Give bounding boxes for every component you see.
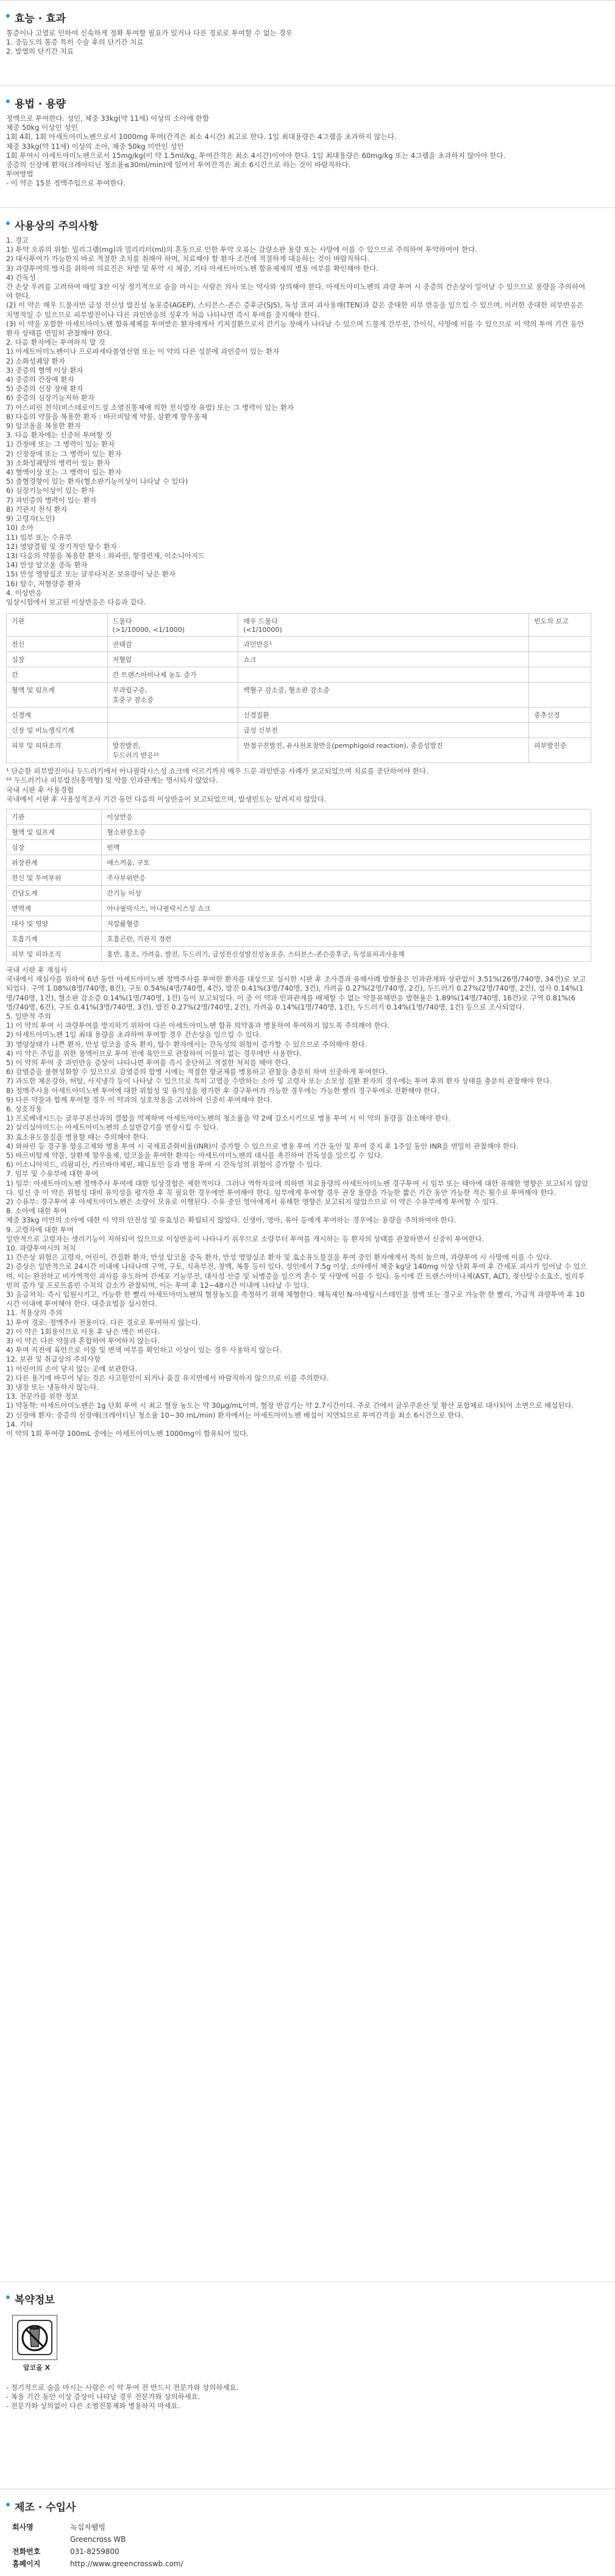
- adverse-reaction-table: [6, 613, 591, 763]
- table-row: [7, 946, 591, 961]
- table-cell: 심장: [7, 839, 102, 855]
- table-cell: [238, 667, 529, 683]
- maker-row: [12, 2558, 615, 2570]
- postmarketing-table: [6, 809, 591, 962]
- maker-row-key: 홈페이지: [12, 2560, 41, 2568]
- table2-header-cell: 기관: [7, 809, 102, 824]
- table-cell: 혈액 및 림프계: [7, 824, 102, 839]
- table-cell: 피부 및 피하조직: [7, 738, 108, 763]
- table-row: [7, 667, 591, 683]
- precautions-section: [0, 207, 615, 1438]
- table-cell: [107, 723, 238, 738]
- table-row: [7, 916, 591, 931]
- table-cell: 간담도계: [7, 885, 102, 900]
- table-row: [7, 870, 591, 885]
- table-cell: 권태감: [107, 637, 238, 652]
- table-cell: 호흡곤란, 기관지 경련: [102, 931, 591, 946]
- table-row: [7, 839, 591, 855]
- maker-title: 제조 · 수입사: [6, 2495, 615, 2517]
- table-cell: 아나필락시스, 아나필락시스성 쇼크: [102, 900, 591, 916]
- divider: [0, 2281, 615, 2282]
- maker-row-key: 회사명: [12, 2523, 34, 2531]
- table-cell: 급성 신부전: [238, 723, 529, 738]
- maker-row: [12, 2546, 615, 2558]
- table-cell: [529, 723, 591, 738]
- table-cell: 신경계: [7, 708, 108, 723]
- dosage-text: 정맥으로 투여한다. 성인, 체중 33kg(약 11세) 이상의 소아에 한함 체중 50kg 이상인 성인 1회 4회, 1회 아세트아미노펜으로서 1000mg 투여(간격은 최소 4시간) 최고로 한다. 1일 최대용량은 4그램을 초과하지 않는다. 체중 33kg(약 11세) 이상의 소아, 체중 50kg 미만인 성인 1회 투여시 아세트아미노펜으로서 15mg/kg(이 약 1.5ml/kg, 투여간격은 최소 4시간)이어야 한다. 1일 최대용량은 60mg/kg 또는 4그램을 초과하지 않아야 한다. 중증의 신장애 환자(크레아티닌 청소율≤30ml/min)에 있어서 투여간격은 최소 6시간으로 하는 것이 바람직하다. 투여방법 - 이 약은 15분 정맥주입으로 투여한다.: [6, 114, 506, 188]
- table-row: [7, 824, 591, 839]
- table-cell: [529, 637, 591, 652]
- table-cell: 위장관계: [7, 855, 102, 870]
- homepage-link[interactable]: http://www.greencrosswb.com/: [70, 2560, 183, 2568]
- table-row: [7, 855, 591, 870]
- table-cell: 쇼크: [238, 652, 529, 667]
- table-cell: [529, 652, 591, 667]
- table-cell: 백혈구 감소증, 혈소판 감소증: [238, 683, 529, 708]
- maker-row-value: 녹십자웰빙: [70, 2523, 105, 2531]
- table-cell: 혈액 및 림프계: [7, 683, 108, 708]
- table-cell: 피부발진증: [529, 738, 591, 763]
- no-alcohol-icon: [12, 2315, 57, 2360]
- table-cell: 혈소판감소증: [102, 824, 591, 839]
- table-cell: 간기능 이상: [102, 885, 591, 900]
- table-cell: 대사 및 영양: [7, 916, 102, 931]
- precautions-title: 사용상의 주의사항: [6, 213, 615, 236]
- table-cell: 메스꺼움, 구토: [102, 855, 591, 870]
- table-cell: 면역계: [7, 900, 102, 916]
- maker-row: [12, 2533, 615, 2546]
- table1-header-cell: 매우 드물다 (<1/10000): [238, 614, 529, 637]
- table-cell: 간: [7, 667, 108, 683]
- table-row: [7, 885, 591, 900]
- table1-header-cell: 빈도의 보고: [529, 614, 591, 637]
- table-cell: 무과립구증, 호중구 감소증: [107, 683, 238, 708]
- table-row: [7, 708, 591, 723]
- table-row: [7, 723, 591, 738]
- table-cell: 피부 및 피하조직: [7, 946, 102, 961]
- table-cell: 간 트랜스아미나제 농도 증가: [107, 667, 238, 683]
- table-row: [7, 652, 591, 667]
- table-cell: 빈맥: [102, 839, 591, 855]
- efficacy-section: [0, 0, 615, 57]
- table-row: [7, 738, 591, 763]
- maker-row-key: [12, 2533, 70, 2546]
- no-alcohol-block: [12, 2315, 61, 2372]
- table-cell: 전신 및 투여부위: [7, 870, 102, 885]
- table-row: [7, 637, 591, 652]
- maker-row-value: 031-8259800: [70, 2547, 119, 2556]
- table-cell: [107, 708, 238, 723]
- precautions-text-b: 국내 시판 후 재심사 국내에서 재심사를 위하여 6년 동안 아세트아미노펜 정맥주사를 투여한 환자를 대상으로 실시한 시판 후 조사결과 유해사례 발현율은 인과관계와 상관없이 3.51%(26명/740명, 34건)로 보고되었다. 구역 1.08%(8명/740명, 8건), 구토 0.54%(4명/740명, 4건), 발진 0.41%(3명/740명, 3건), 가려움 0.27%(2명/740명, 2건), 두드러기 0.27%(2명/740명, 2건), 설사 0.14%(1명/740명, 1건), 혈소판 감소증 0.14%(1명/740명, 1건) 등이 보고되었다. 이 중 이 약과 인과관계를 배제할 수 없는 약물유해반응 발현율은 1.89%(14명/740명, 16건)로 구역 0.81%(6명/740명, 6건), 구토 0.41%(3명/740명, 3건), 발진 0.27%(2명/740명, 2건), 가려움 0.14%(1명/740명, 1건), 두드러기 0.14%(1명/740명, 1건) 등으로 조사되었다. 5. 일반적 주의 1) 이 약의 투여 시 과량투여를 방지하기 위하여 다른 아세트아미노펜 함유 의약품과 병용하여 투여하지 않도록 주의해야 한다. 2) 아세트아미노펜 1일 최대 용량을 초과하여 투여할 경우 간손상을 일으킬 수 있다. 3) 영양상태가 나쁜 환자, 만성 알코올 중독 환자, 탈수 환자에서는 간독성의 위험이 증가할 수 있으므로 주의해야 한다. 4) 이 약은 주입을 위한 용액이므로 투여 전에 육안으로 관찰하여 이물이 없는 경우에만 사용한다. 5) 이 약의 투여 중 과민반응 증상이 나타나면 투여를 즉시 중단하고 적절한 처치를 해야 한다. 6) 감염증을 불현성화할 수 있으므로 감염증의 합병 시에는 적절한 항균제를 병용하고 관찰을 충분히 하여 신중하게 투여한다. 7) 과도한 체온강하, 허탈, 사지냉각 등이 나타날 수 있으므로 특히 고열을 수반하는 소아 및 고령자 또는 소모성 질환 환자의 경우에는 투여 후의 환자 상태를 충분히 관찰해야 한다. 8) 정맥주사용 아세트아미노펜 투여에 대한 위험성 및 유익성을 평가한 후 경구투여가 가능한 경우에는 가능한 빨리 경구투여로 전환해야 한다. 9) 다른 약물과 함께 투여할 경우 이 약과의 상호작용을 고려하여 신중히 투여해야 한다. 6. 상호작용 1) 프로베네시드는 글루쿠론산과의 결합을 억제하여 아세트아미노펜의 청소율을 약 2배 감소시키므로 병용 투여 시 이 약의 용량을 감소해야 한다. 2) 살리실아미드는 아세트아미노펜의 소실반감기를 연장시킬 수 있다. 3) 효소유도물질을 병용할 때는 주의해야 한다. 4) 와파린 등 경구용 항응고제와 병용 투여 시 국제표준화비율(INR)이 증가할 수 있으므로 병용 투여 기간 동안 및 투여 중지 후 1주일 동안 INR을 면밀히 관찰해야 한다. 5) 바르비탈계 약물, 삼환계 항우울제, 알코올을 투여한 환자는 아세트아미노펜의 대사를 촉진하여 간독성을 일으킬 수 있다. 6) 이소니아지드, 리팜피신, 카르바마제핀, 페니토인 등과 병용 투여 시 간독성의 위험이 증가할 수 있다. 7. 임부 및 수유부에 대한 투여 1) 임부: 아세트아미노펜 정맥주사 투여에 대한 임상경험은 제한적이다. 그러나 역학자료에 의하면 치료용량의 아세트아미노펜 경구투여 시 임부 또는 태아에 대한 유해한 영향은 보고되지 않았다. 임신 중 이 약은 위험성 대비 유익성을 평가한 후 꼭 필요한 경우에만 투여해야 한다. 임부에게 투여할 경우 권장 용량을 가능한 짧은 기간 동안 가능한 적은 횟수로 투여해야 한다. 2) 수유부: 경구투여 후 아세트아미노펜은 소량이 모유로 이행된다. 수유 중인 영아에게서 유해한 영향은 보고되지 않았으므로 이 약은 수유부에게 투여할 수 있다. 8. 소아에 대한 투여 체중 33kg 미만의 소아에 대한 이 약의 안전성 및 유효성은 확립되지 않았다. 신생아, 영아, 유아 등에게 투여하는 경우에는 용량을 주의하여야 한다. 9. 고령자에 대한 투여 일반적으로 고령자는 생리기능이 저하되어 있으므로 이상반응이 나타나기 쉬우므로 소량부터 투여를 개시하는 등 환자의 상태를 관찰하면서 신중히 투여한다. 10. 과량투여시의 처치 1) 간손상 위험은 고령자, 어린이, 간질환 환자, 만성 알코올 중독 환자, 만성 영양실조 환자 및 효소유도물질을 투여 중인 환자에게서 특히 높으며, 과량투여 시 사망에 이를 수 있다. 2) 증상은 일반적으로 24시간 이내에 나타나며 구역, 구토, 식욕부진, 창백, 복통 등이 있다. 성인에서 7.5g 이상, 소아에서 체중 kg당 140mg 이상 단회 투여 후 간세포 괴사가 일어날 수 있으며, 이는 완전하고 비가역적인 괴사를 유도하여 간세포 기능부전, 대사성 산증 및 뇌병증을 일으켜 혼수 및 사망에 이를 수 있다. 동시에 간 트랜스아미나제(AST, ALT), 젖산탈수소효소, 빌리루빈의 증가 및 프로트롬빈 수치의 감소가 관찰되며, 이는 투여 후 12~48시간 이내에 나타날 수 있다. 3) 응급처치: 즉시 입원시키고, 가능한 한 빨리 아세트아미노펜의 혈장농도를 측정하기 위해 채혈한다. 해독제인 N-아세틸시스테인을 정맥 또는 경구로 가능한 한 빨리, 가급적 과량투여 후 10시간 이내에 투여해야 한다. 대증요법을 실시한다. 11. 적용상의 주의 1) 투여 경로: 정맥주사 전용이다. 다른 경로로 투여하지 않는다. 2) 이 약은 1회용이므로 사용 후 남은 액은 버린다. 3) 이 약은 다른 약물과 혼합하여 투여하지 않는다. 4) 투여 직전에 육안으로 이물 및 변색 여부를 확인하고 이상이 있는 경우 사용하지 않는다. 12. 보관 및 취급상의 주의사항 1) 어린이의 손이 닿지 않는 곳에 보관한다. 2) 다른 용기에 바꾸어 넣는 것은 사고원인이 되거나 품질 유지면에서 바람직하지 않으므로 이를 주의한다. 3) 냉장 또는 냉동하지 않는다. 13. 전문가를 위한 정보 1) 약동학: 아세트아미노펜은 1g 단회 투여 시 최고 혈장 농도는 약 30μg/mL이며, 혈장 반감기는 약 2.7시간이다. 주로 간에서 글루쿠론산 및 황산 포합체로 대사되어 소변으로 배설된다. 2) 신장애 환자: 중증의 신장애(크레아티닌 청소율 10~30 mL/min) 환자에서는 아세트아미노펜 배설이 지연되므로 투여간격을 최소 6시간으로 한다. 14. 기타 이 약의 1회 투여량 100mL 중에는 아세트아미노펜 1000mg이 함유되어 있다.: [6, 965, 589, 1438]
- medication-info-section: [0, 2281, 615, 2411]
- precautions-notes: ¹ 단순한 피부발진이나 두드러기에서 아나필락시스성 쇼크에 이르기까지 매우 드문 과민반응 사례가 보고되었으며 치료를 중단하여야 한다. ²² 두드러기나 피부발진(홍역형) 및 약물 인과관계는 명시되지 않았다. 국내 시판 후 사용경험 국내에서 시판 후 사용성적조사 기간 동안 다음의 이상반응이 보고되었으며, 발생빈도는 알려지지 않았다.: [6, 767, 428, 803]
- maker-row: [12, 2521, 615, 2533]
- table1-header-cell: 드물다 (>1/10000, <1/1000): [107, 614, 238, 637]
- table-cell: 중추신경: [529, 708, 591, 723]
- table-cell: 과민반응¹: [238, 637, 529, 652]
- table-cell: 저혈압: [107, 652, 238, 667]
- table-cell: 저칼륨혈증: [102, 916, 591, 931]
- table-cell: 신장 및 비뇨생식기계: [7, 723, 108, 738]
- maker-info: [12, 2521, 615, 2570]
- efficacy-text: 통증이나 고열로 인하여 신속하게 정확 투여할 필요가 있거나 다른 경로로 투여할 수 없는 경우 1. 중등도의 통증 특히 수술 후의 단기간 치료 2. 발열의 단기간 치료: [6, 29, 293, 56]
- table-cell: 호흡기계: [7, 931, 102, 946]
- table-row: [7, 683, 591, 708]
- table-cell: 전신: [7, 637, 108, 652]
- table-cell: 발진발진, 두드러기 반응²²: [107, 738, 238, 763]
- divider: [0, 207, 615, 208]
- maker-row-value: Greencross WB: [70, 2535, 126, 2544]
- table-row: [7, 931, 591, 946]
- table1-header-cell: 기관: [7, 614, 108, 637]
- table2-header-cell: 이상반응: [102, 809, 591, 824]
- table-cell: [529, 683, 591, 708]
- maker-row-key: 전화번호: [12, 2547, 41, 2556]
- table-row: [7, 900, 591, 916]
- maker-section: [0, 2489, 615, 2570]
- precautions-text-a: 1. 경고 1) 투약 오류의 위험: 밀리그램(mg)과 밀리리터(ml)의 혼동으로 인한 투약 오류는 감량소판 용량 또는 사망에 이를 수 있으므로 주의하여 투약하여야 한다. 2) 대사투여가 가능한지 바로 적절한 조치를 취해야 하며, 치료해야 할 환자 조건에 적절하게 대응하는 것이 바람직하다. 3) 과량투여의 방지를 위하여 의료진은 처방 및 투약 시 체중, 기타 아세트아미노펜 함유제제의 병용 여부를 확인해야 한다. 4) 간독성 간 손상 우려를 고려하여 매일 3잔 이상 정기적으로 술을 마시는 사람은 의사 또는 약사와 상의해야 한다. 아세트아미노펜의 과량 투여 시 중증의 간손상이 일어날 수 있으므로 용량을 주의하여야 한다. (2) 이 약은 매우 드물지만 급성 전신성 발진성 농포증(AGEP), 스티븐스-존슨 증후군(SJS), 독성 표피 괴사용해(TEN)과 같은 중대한 피부 반응을 일으킬 수 있으며, 이러한 중대한 피부반응은 치명적일 수 있으므로 피부발진이나 다른 과민반응의 징후가 처음 나타나면 즉시 투여를 중지해야 한다. (3) 이 약을 포함한 아세트아미노펜 함유제제를 투여받은 환자에게서 기저질환으로서 간기능 장애가 나타날 수 있으며 드물게 간부전, 간이식, 사망에 이를 수 있으므로 이 약의 투여 기간 동안 환자 상태를 면밀히 관찰해야 한다. 2. 다음 환자에는 투여하지 말 것 1) 아세트아미노펜이나 프로파세타몰염산염 또는 이 약의 다른 성분에 과민증이 있는 환자 2) 소화성궤양 환자 3) 중증의 혈액 이상 환자 4) 중증의 간장애 환자 5) 중증의 신장 장애 환자 6) 중증의 심장기능저하 환자 7) 아스피린 천식(비스테로이드성 소염진통제에 의한 천식발작 유발) 또는 그 병력이 있는 환자 8) 다음의 약물을 복용한 환자 : 바르비탈계 약물, 삼환계 항우울제 9) 알코올을 복용한 환자 3. 다음 환자에는 신중히 투여할 것 1) 간장애 또는 그 병력이 있는 환자 2) 신장장애 또는 그 병력이 있는 환자 3) 소화성궤양의 병력이 있는 환자 4) 혈액이상 또는 그 병력이 있는 환자 5) 출혈경향이 있는 환자(혈소판기능이상이 나타날 수 있다) 6) 심장기능이상이 있는 환자 7) 과민증의 병력이 있는 환자 8) 기관지 천식 환자 9) 고령자(노인) 10) 소아 11) 임부 또는 수유부 12) 영양결핍 및 장기적인 탈수 환자 13) 다음의 약물을 복용한 환자 : 와파린, 항경련제, 이소니아지드 14) 만성 알코올 중독 환자 15) 만성 영양실조 또는 글루타치온 보유량이 낮은 환자 16) 탈수, 저혈량증 환자 4. 이상반응 임상시험에서 보고된 이상반응은 다음과 같다.: [6, 236, 586, 606]
- dosage-title: 용법 · 용량: [6, 91, 615, 114]
- table-cell: 신경질환: [238, 708, 529, 723]
- divider: [0, 0, 615, 1]
- table-cell: 주사부위반응: [102, 870, 591, 885]
- efficacy-title: 효능 · 효과: [6, 6, 615, 29]
- medication-info-text: - 정기적으로 술을 마시는 사람은 이 약 투여 전 반드시 전문가와 상의하세요. - 복용 기간 동안 이상 증상이 나타날 경우 전문가와 상의하세요. - 전문가와 상의없이 다른 소염진통제와 병용하지 마세요.: [6, 2383, 239, 2411]
- divider: [0, 85, 615, 86]
- dosage-section: [0, 85, 615, 188]
- table-cell: 반점구진발진, 유사천포창반응(pemphigoid reaction), 중증성발진: [238, 738, 529, 763]
- medication-info-title: 복약정보: [6, 2287, 615, 2310]
- table-cell: 심장: [7, 652, 108, 667]
- no-alcohol-caption: 알코올 X: [23, 2364, 51, 2372]
- table-cell: [529, 667, 591, 683]
- table-cell: 홍반, 홍조, 가려움, 발진, 두드러기, 급성전신성발진성농포증, 스티븐스-존슨증후군, 독성표피괴사용해: [102, 946, 591, 961]
